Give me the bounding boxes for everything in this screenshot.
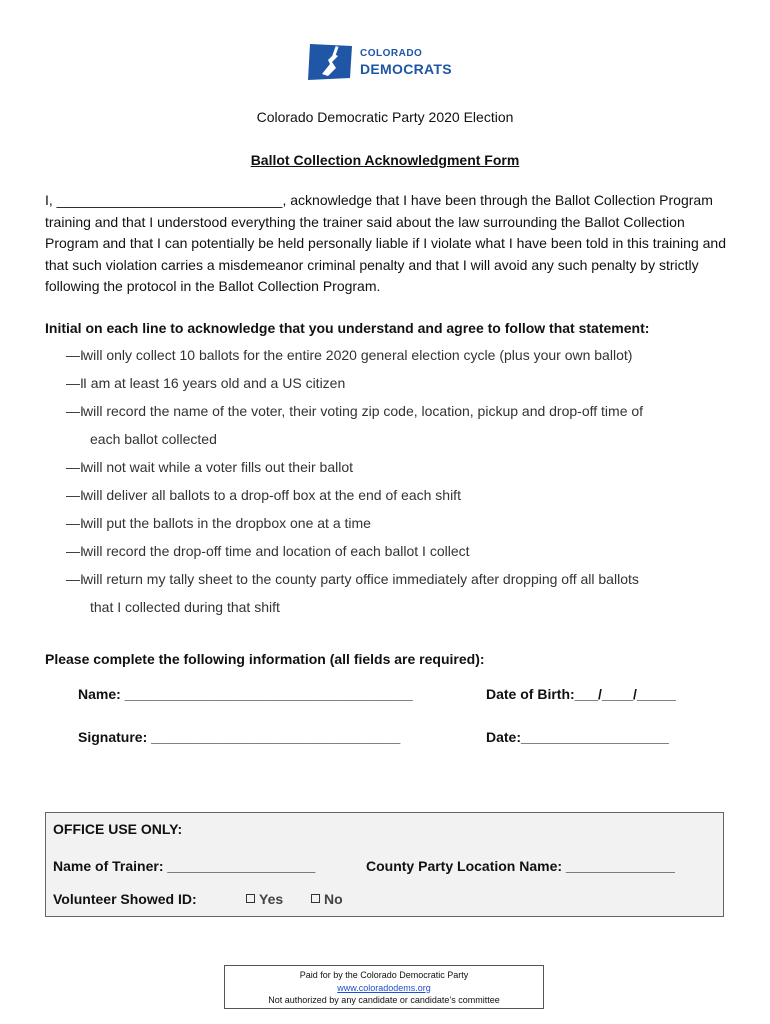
statement-text-continuation: each ballot collected [90, 431, 217, 447]
statement-text: I am at least 16 years old and a US citizen [83, 375, 346, 391]
complete-info-heading: Please complete the following information (all fields are required): [45, 651, 485, 667]
form-title [0, 152, 770, 168]
initial-line[interactable]: —I [66, 543, 84, 559]
statement-text: will only collect 10 ballots for the entire 2020 general election cycle (plus your own ballot) [83, 347, 633, 363]
initial-line[interactable]: —I [66, 403, 84, 419]
form-subtitle: Colorado Democratic Party 2020 Election [256, 109, 514, 125]
office-use-box [45, 812, 724, 917]
statement-item[interactable] [66, 485, 756, 513]
trainer-name-field[interactable]: Name of Trainer: ___________________ [53, 858, 316, 874]
statement-item[interactable] [66, 401, 756, 457]
statement-text: will not wait while a voter fills out their ballot [83, 459, 354, 475]
statement-list [66, 345, 756, 625]
no-checkbox[interactable] [311, 894, 320, 903]
footer-website-link[interactable]: www.coloradodems.org [337, 982, 431, 993]
no-label: No [324, 891, 343, 907]
intro-body: , acknowledge that I have been through the Ballot Collection Program training and that I understood everything the trainer said about the law surrounding the Ballot Collection Program and that I can potentially be held personally liable if I violate what I have been told in this training and that such violation carries a misdemeanor criminal penalty and that I will avoid any such penalty by strictly following the protocol in the Ballot Collection Program. [45, 192, 726, 294]
statement-item[interactable] [66, 373, 756, 401]
statement-text [83, 401, 723, 449]
statement-item[interactable] [66, 345, 756, 373]
logo-text-top: COLORADO [360, 48, 423, 59]
logo-text-bottom: DEMOCRATS [360, 61, 452, 77]
statement-item[interactable] [66, 541, 756, 569]
intro-prefix: I, [45, 192, 53, 208]
footer-paid-for: Paid for by the Colorado Democratic Party [299, 970, 469, 980]
yes-option[interactable] [246, 891, 283, 907]
date-field[interactable]: Date:___________________ [486, 729, 669, 745]
statement-text: will put the ballots in the dropbox one at a time [83, 515, 371, 531]
footer-disclaimer: Not authorized by any candidate or candidate’s committee [268, 995, 500, 1005]
yes-checkbox[interactable] [246, 894, 255, 903]
statement-text-line: will return my tally sheet to the county party office immediately after dropping off all ballots [83, 571, 639, 587]
name-field[interactable]: Name: _____________________________________ [78, 686, 413, 702]
instructions-heading: Initial on each line to acknowledge that you understand and agree to follow that statement: [45, 320, 650, 336]
statement-item[interactable] [66, 569, 756, 625]
statement-item[interactable] [66, 457, 756, 485]
statement-item[interactable] [66, 513, 756, 541]
county-location-field[interactable]: County Party Location Name: ______________ [366, 858, 675, 874]
statement-text: will deliver all ballots to a drop-off box at the end of each shift [83, 487, 461, 503]
initial-line[interactable]: —I [66, 459, 84, 475]
yes-label: Yes [259, 891, 284, 907]
initial-line[interactable]: —I [66, 487, 84, 503]
statement-text-line: will record the name of the voter, their voting zip code, location, pickup and drop-off time of [83, 403, 644, 419]
initial-line[interactable]: —I [66, 347, 84, 363]
form-title-text: Ballot Collection Acknowledgment Form [250, 152, 520, 168]
acknowledgment-paragraph [45, 190, 730, 298]
office-use-heading: OFFICE USE ONLY: [53, 821, 183, 837]
initial-line[interactable]: —I [66, 515, 84, 531]
signature-field[interactable]: Signature: ________________________________ [78, 729, 401, 745]
statement-text: will record the drop-off time and location of each ballot I collect [83, 543, 470, 559]
initial-line[interactable]: —I [66, 375, 84, 391]
colorado-democrats-logo [308, 42, 478, 82]
colorado-flag-logo-icon [308, 42, 354, 82]
statement-text [83, 569, 723, 617]
name-blank-field[interactable]: _____________________________ [56, 192, 283, 208]
paid-for-footer [224, 965, 544, 1009]
statement-text-continuation: that I collected during that shift [90, 599, 280, 615]
volunteer-id-label: Volunteer Showed ID: [53, 891, 197, 907]
date-of-birth-field[interactable]: Date of Birth:___/____/_____ [486, 686, 676, 702]
initial-line[interactable]: —I [66, 571, 84, 587]
no-option[interactable] [311, 891, 343, 907]
